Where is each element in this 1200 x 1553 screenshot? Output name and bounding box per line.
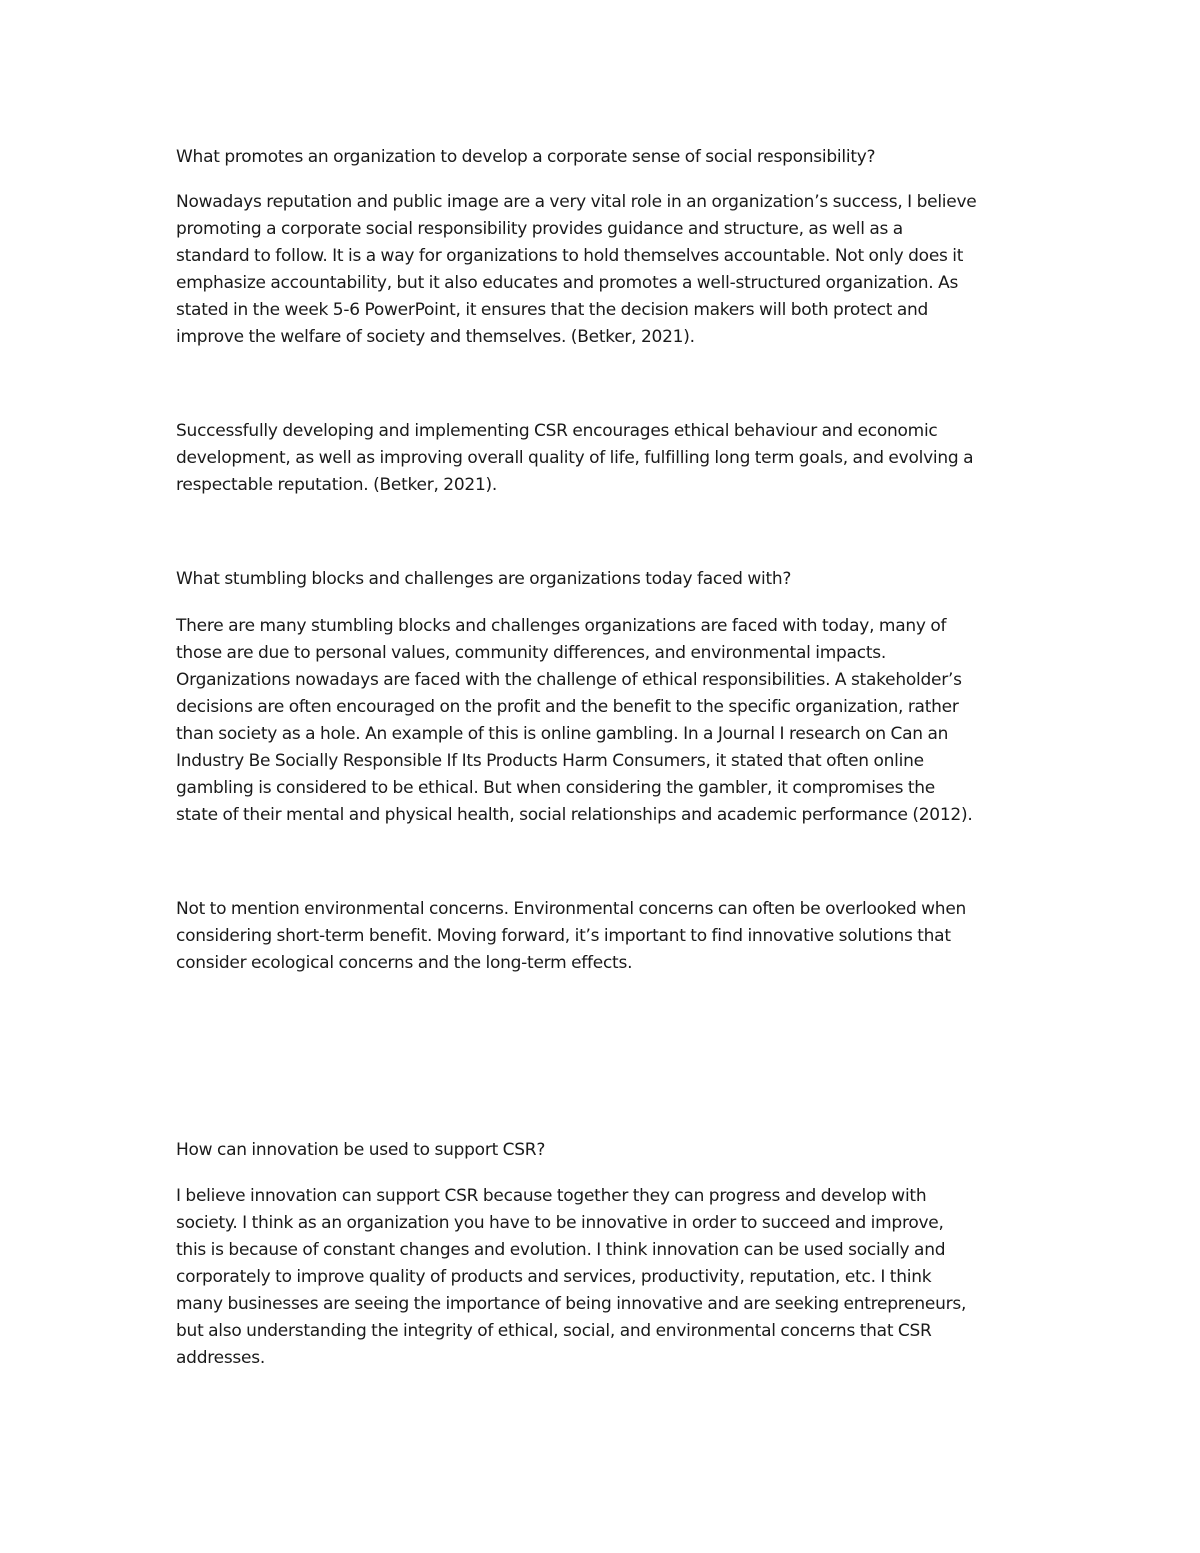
text-line: development, as well as improving overall quality of life, fulfilling long term goals, and evolving a [176, 448, 974, 468]
question-1-heading [176, 144, 1046, 171]
text-line: society. I think as an organization you have to be innovative in order to succeed and improve, [176, 1213, 944, 1233]
text-line: emphasize accountability, but it also educates and promotes a well-structured organization. As [176, 273, 959, 293]
answer-2-paragraph-2 [176, 896, 1046, 977]
text-line: those are due to personal values, community differences, and environmental impacts. [176, 643, 887, 663]
text-line: consider ecological concerns and the long-term effects. [176, 953, 633, 973]
text-line: state of their mental and physical health, social relationships and academic performance (2012). [176, 805, 973, 825]
text-line: improve the welfare of society and themselves. (Betker, 2021). [176, 327, 695, 347]
text-line: I believe innovation can support CSR because together they can progress and develop with [176, 1186, 927, 1206]
text-line: There are many stumbling blocks and challenges organizations are faced with today, many of [176, 616, 947, 636]
text-line: Not to mention environmental concerns. Environmental concerns can often be overlooked when [176, 899, 967, 919]
text-line: than society as a hole. An example of this is online gambling. In a Journal I research on Can an [176, 724, 949, 744]
text-line: but also understanding the integrity of ethical, social, and environmental concerns that CSR [176, 1321, 932, 1341]
text-line: What promotes an organization to develop a corporate sense of social responsibility? [176, 147, 876, 167]
question-2-heading [176, 566, 1046, 593]
text-line: decisions are often encouraged on the profit and the benefit to the specific organization, rather [176, 697, 959, 717]
text-line: Organizations nowadays are faced with the challenge of ethical responsibilities. A stakeholder’s [176, 670, 962, 690]
text-line: promoting a corporate social responsibility provides guidance and structure, as well as a [176, 219, 903, 239]
answer-1-paragraph-2 [176, 418, 1046, 499]
question-3-heading [176, 1137, 1046, 1164]
text-line: gambling is considered to be ethical. But when considering the gambler, it compromises the [176, 778, 935, 798]
text-line: this is because of constant changes and evolution. I think innovation can be used socially and [176, 1240, 946, 1260]
answer-1-paragraph-1 [176, 189, 1046, 351]
answer-3-paragraph-1 [176, 1183, 1046, 1372]
text-line: respectable reputation. (Betker, 2021). [176, 475, 498, 495]
text-line: standard to follow. It is a way for organizations to hold themselves accountable. Not only does it [176, 246, 964, 266]
text-line: Successfully developing and implementing CSR encourages ethical behaviour and economic [176, 421, 938, 441]
text-line: stated in the week 5-6 PowerPoint, it ensures that the decision makers will both protect and [176, 300, 929, 320]
text-line: How can innovation be used to support CSR? [176, 1140, 546, 1160]
answer-2-paragraph-1 [176, 613, 1046, 829]
text-line: Nowadays reputation and public image are a very vital role in an organization’s success, I believe [176, 192, 977, 212]
text-line: What stumbling blocks and challenges are organizations today faced with? [176, 569, 792, 589]
text-line: addresses. [176, 1348, 266, 1368]
text-line: corporately to improve quality of products and services, productivity, reputation, etc. I think [176, 1267, 932, 1287]
text-line: considering short-term benefit. Moving forward, it’s important to find innovative solutions that [176, 926, 951, 946]
text-line: many businesses are seeing the importance of being innovative and are seeking entrepreneurs, [176, 1294, 967, 1314]
text-line: Industry Be Socially Responsible If Its Products Harm Consumers, it stated that often online [176, 751, 924, 771]
